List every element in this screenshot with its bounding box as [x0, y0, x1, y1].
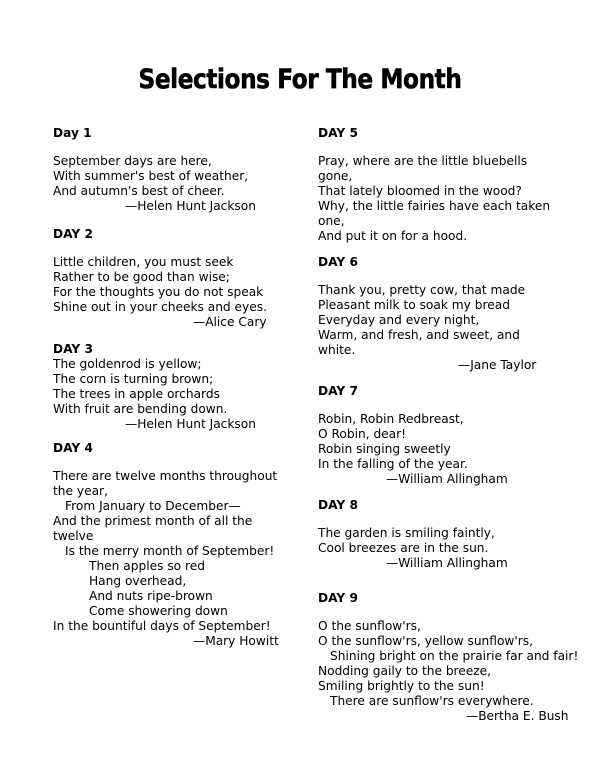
poem-line: Is the merry month of September!: [65, 544, 275, 558]
poem-line: Warm, and fresh, and sweet, and: [318, 328, 520, 342]
poem-line: Hang overhead,: [89, 574, 187, 588]
poem-line: O Robin, dear!: [318, 427, 407, 441]
author-attribution: —William Allingham: [386, 556, 508, 570]
poem-line: Shining bright on the prairie far and fair!: [330, 649, 579, 663]
poem-line: And nuts ripe-brown: [89, 589, 213, 603]
poem-line: Pleasant milk to soak my bread: [318, 298, 510, 312]
day-heading: DAY 8: [318, 498, 358, 512]
poem-line: the year,: [53, 484, 108, 498]
day-heading: DAY 6: [318, 255, 358, 269]
selection-7: [318, 384, 583, 487]
poem-line: twelve: [53, 529, 94, 543]
day-heading: DAY 7: [318, 384, 358, 398]
author-attribution: —Helen Hunt Jackson: [125, 199, 256, 213]
poem-line: Then apples so red: [89, 559, 205, 573]
poem-line: The corn is turning brown;: [53, 372, 214, 386]
poem-line: In the falling of the year.: [318, 457, 468, 471]
author-attribution: —Bertha E. Bush: [466, 709, 569, 723]
poem-line: Robin singing sweetly: [318, 442, 451, 456]
poem-line: That lately bloomed in the wood?: [318, 184, 522, 198]
day-heading: DAY 4: [53, 441, 93, 455]
poem-line: Little children, you must seek: [53, 255, 234, 269]
poem-line: Nodding gaily to the breeze,: [318, 664, 492, 678]
poem-line: Shine out in your cheeks and eyes.: [53, 300, 267, 314]
poem-line: There are twelve months throughout: [53, 469, 278, 483]
poem-line: From January to December—: [65, 499, 241, 513]
poem-line: Come showering down: [89, 604, 228, 618]
poem-line: white.: [318, 343, 356, 357]
author-attribution: —Mary Howitt: [193, 634, 279, 648]
selection-9: [318, 591, 583, 724]
poem-line: Cool breezes are in the sun.: [318, 541, 489, 555]
poem-line: And autumn's best of cheer.: [53, 184, 225, 198]
poem-line: O the sunflow'rs, yellow sunflow'rs,: [318, 634, 533, 648]
poem-line: Pray, where are the little bluebells: [318, 154, 528, 168]
author-attribution: —Alice Cary: [193, 315, 267, 329]
page-title: Selections For The Month: [138, 64, 462, 95]
poem-line: one,: [318, 214, 345, 228]
poem-line: Why, the little fairies have each taken: [318, 199, 551, 213]
poem-line: The trees in apple orchards: [53, 387, 220, 401]
poem-line: For the thoughts you do not speak: [53, 285, 264, 299]
poem-line: gone,: [318, 169, 353, 183]
poem-line: Robin, Robin Redbreast,: [318, 412, 464, 426]
author-attribution: —Helen Hunt Jackson: [125, 417, 256, 431]
poem-line: O the sunflow'rs,: [318, 619, 421, 633]
poem-line: Smiling brightly to the sun!: [318, 679, 485, 693]
selection-8: [318, 498, 583, 571]
poem-line: Thank you, pretty cow, that made: [318, 283, 526, 297]
selection-6: [318, 255, 583, 373]
poem-line: Everyday and every night,: [318, 313, 480, 327]
left-column: [53, 126, 298, 776]
selection-4: [53, 441, 298, 649]
selection-2: [53, 227, 298, 330]
selection-1: [53, 126, 298, 214]
selection-3: [53, 342, 298, 432]
author-attribution: —William Allingham: [386, 472, 508, 486]
poem-line: With fruit are bending down.: [53, 402, 228, 416]
poem-line: And put it on for a hood.: [318, 229, 468, 243]
poem-line: In the bountiful days of September!: [53, 619, 271, 633]
poem-line: September days are here,: [53, 154, 212, 168]
author-attribution: —Jane Taylor: [458, 358, 537, 372]
right-column: [318, 126, 583, 776]
poem-line: The garden is smiling faintly,: [318, 526, 495, 540]
day-heading: DAY 9: [318, 591, 358, 605]
day-heading: DAY 2: [53, 227, 93, 241]
poem-line: And the primest month of all the: [53, 514, 253, 528]
selection-5: [318, 126, 583, 244]
poem-line: With summer's best of weather,: [53, 169, 249, 183]
day-heading: Day 1: [53, 126, 92, 140]
day-heading: DAY 3: [53, 342, 93, 356]
poem-line: The goldenrod is yellow;: [53, 357, 202, 371]
day-heading: DAY 5: [318, 126, 358, 140]
poem-line: There are sunflow'rs everywhere.: [330, 694, 534, 708]
poem-line: Rather to be good than wise;: [53, 270, 230, 284]
